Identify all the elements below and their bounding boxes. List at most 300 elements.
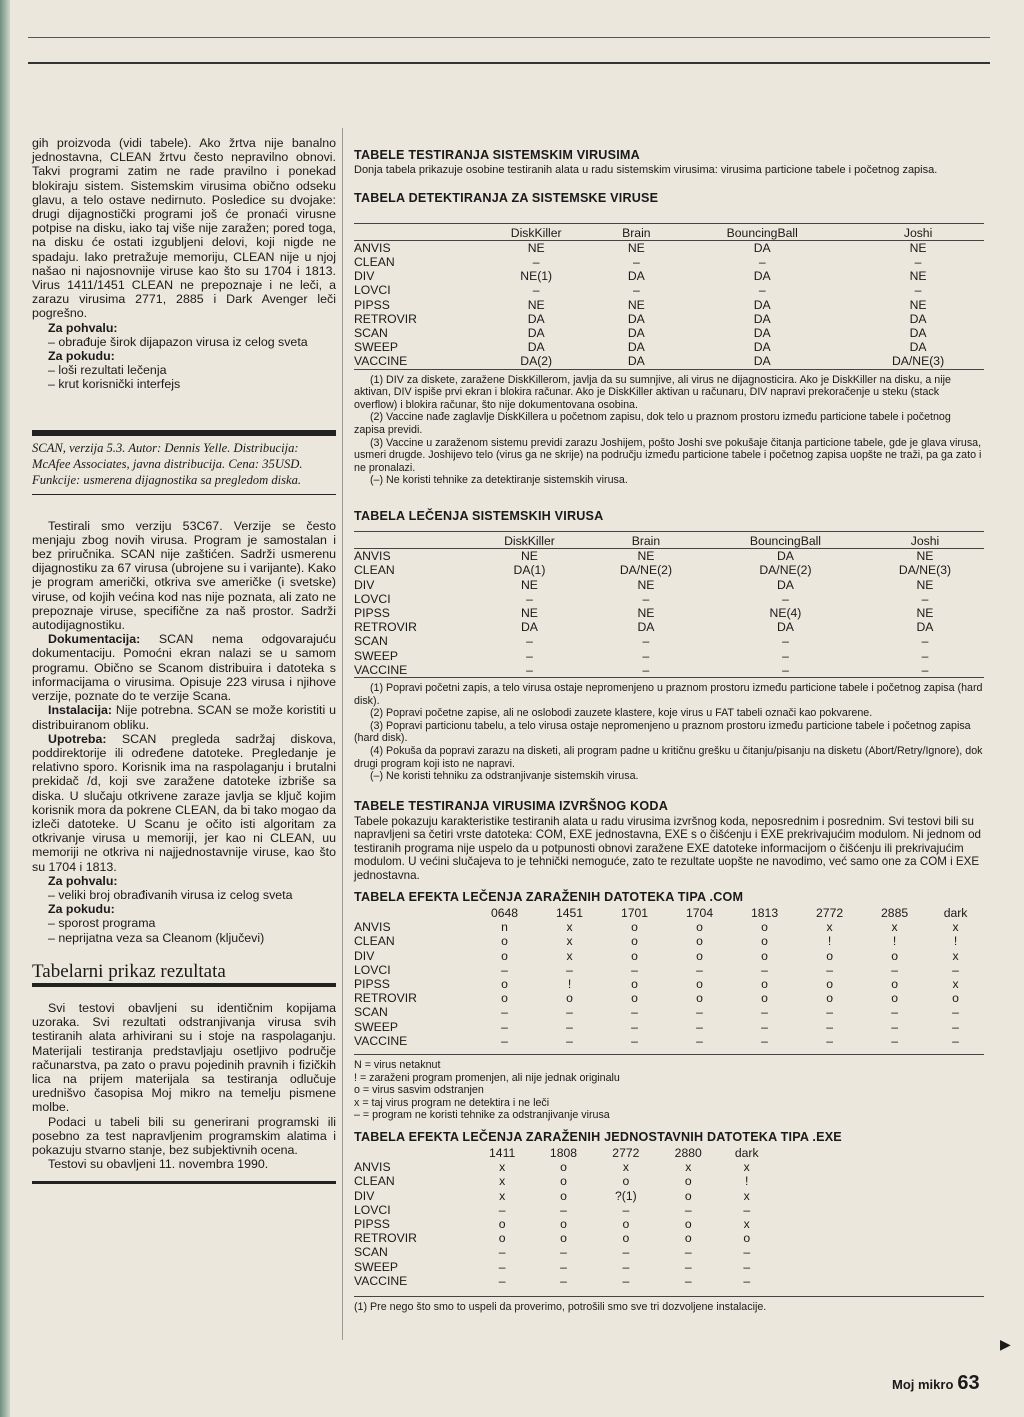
table-row (354, 340, 984, 354)
table-title-com: TABELA EFEKTA LEČENJA ZARAŽENIH DATOTEKA TIPA .COM (354, 890, 744, 904)
table-cell: – (761, 1033, 768, 1048)
table-cell: ! (745, 1174, 749, 1189)
table-row (354, 298, 984, 312)
table-cell: DA (627, 311, 645, 326)
table-cell: o (498, 1217, 506, 1232)
table-cell: – (498, 1202, 506, 1217)
note-line: (1) DIV za diskete, zaražene DiskKillerom, javlja da su sumnjive, ali virus ne dijagnosticira. Ako je DiskKiller na disku, a nije aktivan, DIV ispiše prvi ekran i blokira računar. Ako je DiskKiller aktivan u računaru, DIV napravi prekoračenje u steku (stack overflow) i blokira računar, što nije dokumentovana osobina. (354, 373, 951, 411)
table-cell: o (826, 948, 833, 963)
table-cell: DA/NE(2) (619, 563, 673, 578)
table-row (354, 326, 984, 340)
table-cell: x (499, 1188, 506, 1203)
table-cell: x (743, 1188, 750, 1203)
note-line: N = virus netaknut (354, 1059, 441, 1072)
table-cell: – (743, 1202, 751, 1217)
table-cell: DA(1) (513, 563, 546, 578)
right-column (354, 148, 984, 1314)
table-cell: o (761, 991, 768, 1006)
row-label: SCAN (354, 1245, 388, 1260)
column-header: Joshi (903, 225, 933, 240)
use-text: SCAN pregleda sadržaj diskova, poddirektorije ili određene datoteke. Pregledanje je relativno sporo. Korisnik ima na raspolaganju i brutalni prekidač /d, koji sve zaražene datoteke izbriše sa diska. U slučaju otkrivene zaraze javlja se ključ kojim korisnik mora da pokrene CLEAN, da bi tako mogao da izleči datoteke. U Scanu je očito isti algoritam za otkrivanje virusa u memoriji, jer kao ni CLEAN, uu memoriji ne otkriva ni najjednostavnije viruse, kao što su 1704 i 1813. (32, 731, 336, 874)
row-label: SWEEP (354, 340, 399, 355)
table-cell: x (499, 1174, 506, 1189)
table-cell: – (826, 1005, 833, 1020)
table-cell: o (501, 977, 508, 992)
table-cell: o (560, 1231, 567, 1246)
table-cell: – (696, 1019, 703, 1034)
table-cell: – (532, 283, 540, 298)
table-cell: o (631, 934, 638, 949)
column-header: 1451 (555, 906, 584, 920)
table-row (354, 949, 984, 963)
table-cell: NE(1) (520, 269, 553, 284)
table-cell: – (631, 1033, 638, 1048)
table-cell: DA (909, 311, 927, 326)
table-cell: DA (753, 240, 771, 255)
table-cell: o (826, 977, 833, 992)
con-item: – krut korisnički interfejs (48, 377, 181, 392)
note-line: (3) Popravi particionu tabelu, a telo virusa ostaje nepromenjeno u praznom prostoru između particione tabele i početnog zapisa (hard disk). (354, 719, 971, 745)
con-item: – loši rezultati lečenja (48, 363, 167, 378)
table-cell: DA (753, 269, 771, 284)
top-rule-thick (28, 62, 990, 64)
table-cell: – (498, 1259, 506, 1274)
table-cell: – (743, 1245, 751, 1260)
table-cell: NE (521, 549, 538, 564)
row-label: ANVIS (354, 240, 391, 255)
table-cell: DA (627, 269, 645, 284)
doc-label: Dokumentacija: (48, 632, 141, 647)
column-header: Joshi (910, 533, 940, 548)
table-cell: – (952, 1019, 959, 1034)
table-cell: – (914, 255, 922, 270)
row-label: PIPSS (354, 297, 390, 312)
doc-text: SCAN nema odgovarajuću dokumentaciju. Pomoćni ekran nalazi se u samom programu. Obično se Scanom distribuira i datoteka s informacijama o virusima. Opisuje 223 virusa i njihove verzije, poznate do te verzije Scana. (32, 632, 336, 704)
table-cell: – (526, 591, 533, 606)
note-line: ! = zaraženi program promenjen, ali nije jednak originalu (354, 1071, 620, 1084)
table-cell: x (622, 1160, 629, 1175)
table-cell: NE(4) (769, 606, 802, 620)
column-header: 0648 (490, 906, 519, 920)
table-cleaning (354, 531, 984, 677)
row-label: CLEAN (354, 1174, 395, 1189)
table-cell: – (696, 962, 703, 977)
table-cell: – (758, 255, 766, 270)
paragraph-usage (32, 732, 336, 874)
table-cell: – (743, 1273, 751, 1288)
table-cell: o (696, 991, 703, 1006)
page-number: 63 (957, 1372, 980, 1394)
table-cell: – (642, 662, 650, 677)
table-row (354, 1231, 774, 1245)
table-cell: NE (916, 549, 934, 564)
table-cell: – (684, 1202, 692, 1217)
table-cell: NE (916, 577, 934, 592)
binding-edge (0, 0, 10, 1417)
note-line: x = taj virus program ne detektira i ne leči (354, 1096, 550, 1109)
paragraph-results: Svi testovi obavljeni su identičnim kopijama uzoraka. Svi rezultati odstranjivanja virusa svih testiranih alata arhivirani su i stoje na raspolaganju. Materijali testiranja predstavljaju osetljivo područje računarstva, pa zato o pravu pojedinih pravnih i fizičkih lica na prijem materijala sa testiranja odlučuje urednišvo časopisa Moj mikro na temelju pismene molbe. (32, 1000, 336, 1115)
row-label: ANVIS (354, 549, 391, 564)
table-cell: o (684, 1188, 692, 1203)
table-cell: NE (527, 240, 545, 255)
table-cell: – (501, 1033, 508, 1048)
table-cell: NE (909, 240, 927, 255)
row-label: PIPSS (354, 1217, 390, 1232)
table-cell: o (952, 991, 959, 1006)
table-cell: DA (637, 620, 655, 635)
row-label: SWEEP (354, 1259, 399, 1274)
column-header: Brain (631, 533, 661, 548)
table-cell: – (826, 1033, 833, 1048)
row-label: DIV (354, 1188, 375, 1203)
table-row (354, 663, 984, 677)
table-cell: DA (627, 326, 645, 341)
table-cell: x (952, 920, 959, 935)
note-line: (–) Ne koristi tehniku za odstranjivanje sistemskih virusa. (370, 770, 639, 783)
table-cell: ! (892, 934, 897, 949)
heading-system-viruses: TABELE TESTIRANJA SISTEMSKIM VIRUSIMA (354, 148, 640, 162)
table-cell: o (560, 1188, 567, 1203)
table-cell: x (952, 948, 959, 963)
table-cell: x (566, 948, 573, 963)
pro-label-text: Za pohvalu: (48, 873, 118, 888)
note-line: (3) Vaccine u zaraženom sistemu previdi zarazu Joshijem, pošto Joshi sve pokušaje čitanja particione tabele, gde je glava virusa, usmeri drugde. Joshijevo telo (virus ga ne skrije) na području između particione tabele i početnog zapisa uopšte ne traži, pa ga zato i ne pronalazi. (354, 436, 982, 474)
table-header-row (354, 223, 984, 240)
con-label (32, 349, 336, 363)
table-cell: DA (916, 620, 934, 635)
table-row (354, 255, 984, 269)
continue-arrow-icon: ▶ (1000, 1336, 1011, 1352)
table-cell: – (891, 1019, 898, 1034)
row-label: DIV (354, 269, 375, 284)
table-cell: o (566, 991, 573, 1006)
table-row (354, 1174, 774, 1188)
table-cell: – (526, 662, 533, 677)
row-label: PIPSS (354, 977, 390, 992)
table-cell: o (696, 920, 703, 935)
table-cell: – (952, 962, 959, 977)
table-cell: DA/NE(3) (898, 563, 952, 578)
table-cell: – (891, 1005, 898, 1020)
table-cell: ?(1) (615, 1188, 637, 1203)
table-row (354, 240, 984, 255)
table-cell: – (743, 1259, 751, 1274)
table-cell: DA (776, 620, 794, 635)
table-cell: – (631, 962, 638, 977)
table-cell: DA (527, 311, 545, 326)
table-cell: – (782, 634, 789, 649)
table-cell: o (684, 1174, 692, 1189)
paragraph-data: Podaci u tabeli bili su generirani programski ili posebno za test napravljenim programskim alatima i pokazuju stvarno stanje, bez subjektivnih ocena. (32, 1114, 336, 1157)
table-row (354, 1020, 984, 1034)
table-cell: – (501, 1019, 508, 1034)
table-exe (354, 1144, 774, 1288)
table-cell: o (622, 1231, 630, 1246)
table-cell: – (566, 1019, 573, 1034)
table-cell: – (631, 1019, 638, 1034)
table-cell: DA(2) (520, 354, 553, 369)
pro-label (32, 874, 336, 888)
table-com (354, 904, 984, 1048)
table-cell: o (891, 948, 898, 963)
table-header-row (354, 904, 984, 920)
con-item: – neprijatna veza sa Cleanom (ključevi) (48, 930, 265, 945)
table-cell: – (921, 662, 929, 677)
table-cell: DA (627, 354, 645, 369)
table-cell: – (921, 648, 929, 663)
table-detection (354, 223, 984, 369)
table-cell: – (761, 1005, 768, 1020)
table-cell: – (826, 1019, 833, 1034)
row-label: ANVIS (354, 920, 391, 935)
table-cell: n (501, 920, 508, 935)
table-row (354, 1160, 774, 1174)
table-cell: NE (521, 577, 538, 592)
table-cell: ! (827, 934, 832, 949)
legend-com (354, 1054, 984, 1122)
column-header: 2772 (612, 1146, 640, 1160)
table-cell: – (642, 591, 650, 606)
table-header-row (354, 1144, 774, 1160)
table-cell: – (826, 962, 833, 977)
table-title-detection: TABELA DETEKTIRANJA ZA SISTEMSKE VIRUSE (354, 190, 659, 205)
table-cell: – (684, 1259, 692, 1274)
paragraph-clean-review: gih proizvoda (vidi tabele). Ako žrtva nije banalno jednostavna, CLEAN žrtvu često nepravilno obnovi. Takvi programi zatim ne rade pravilno i ponekad blokiraju sistem. Sistemskim virusima obično odseku glavu, a telo ostave nedirnuto. Posledice su dvojake: drugi dijagnostički programi još će pronaći virusne potpise na disku, iako taj više nije zaražen; pored toga, na disku će ostati izgubljeni delovi, koji nigde ne spadaju. Iako pretražuje memoriju, CLEAN nije u njoj našao ni najosnovnije viruse kao što su 1704 i 1813. Virus 1411/1451 CLEAN ne prepoznaje i ne leči, a zarazu virusima 2771, 2885 i Dark Avenger leči pogrešno. (32, 136, 336, 321)
row-label: LOVCI (354, 962, 391, 977)
table-cell: NE (527, 297, 545, 312)
use-label: Upotreba: (48, 731, 107, 746)
table-cell: NE (627, 240, 645, 255)
column-header: 2772 (816, 906, 844, 920)
table-cell: o (696, 934, 703, 949)
row-label: SWEEP (354, 1019, 399, 1034)
table-row (354, 578, 984, 592)
row-label: CLEAN (354, 255, 395, 270)
notes-cleaning (354, 677, 984, 783)
note-line: (1) Popravi početni zapis, a telo virusa ostaje nepromenjeno u praznom prostoru između particione tabele i početnog zapisa (hard disk). (354, 682, 983, 707)
table-cell: – (761, 1019, 768, 1034)
column-header: BouncingBall (749, 533, 822, 548)
table-row (354, 354, 984, 368)
table-cell: DA (909, 340, 927, 355)
row-label: RETROVIR (354, 620, 417, 635)
table-cell: – (631, 1005, 638, 1020)
table-cell: – (566, 962, 573, 977)
note-line: o = virus sasvim odstranjen (354, 1084, 484, 1097)
table-cell: o (622, 1217, 630, 1232)
table-cell: DA (753, 311, 771, 326)
table-cell: NE (909, 269, 927, 284)
table-cell: DA (527, 326, 545, 341)
inst-label: Instalacija: (48, 703, 113, 718)
table-row (354, 1274, 774, 1288)
row-label: RETROVIR (354, 1231, 417, 1246)
pro-item: – veliki broj obrađivanih virusa iz celog sveta (48, 887, 293, 902)
table-cell: o (891, 991, 898, 1006)
table-cell: – (566, 1005, 573, 1020)
table-cell: – (782, 591, 789, 606)
pro-label-text: Za pohvalu: (48, 320, 118, 335)
table-cell: – (622, 1259, 630, 1274)
table-cell: DA (753, 297, 771, 312)
column-header: dark (734, 1146, 759, 1160)
paragraph-date: Testovi su obavljeni 11. novembra 1990. (48, 1157, 269, 1172)
con-label-text: Za pokudu: (48, 902, 115, 917)
table-cell: – (696, 1033, 703, 1048)
row-label: VACCINE (354, 662, 408, 677)
table-cell: DA (753, 340, 771, 355)
table-cell: o (498, 1231, 506, 1246)
table-cell: x (566, 934, 573, 949)
column-header: 1808 (549, 1146, 578, 1160)
column-header: BouncingBall (726, 225, 798, 240)
table-cell: – (891, 962, 898, 977)
table-row (354, 563, 984, 577)
table-cell: – (501, 962, 508, 977)
section-heading: Tabelarni prikaz rezultata (32, 965, 336, 987)
table-cell: o (631, 977, 638, 992)
table-cell: x (743, 1217, 750, 1232)
table-cell: – (622, 1273, 630, 1288)
table-cell: – (622, 1202, 630, 1217)
column-header: DiskKiller (510, 225, 562, 240)
column-header: 1701 (620, 906, 649, 920)
table-cell: NE (909, 297, 927, 312)
table-cell: o (684, 1217, 692, 1232)
heading-executable-viruses: TABELE TESTIRANJA VIRUSIMA IZVRŠNOG KODA (354, 798, 668, 813)
table-cell: – (921, 591, 929, 606)
table-cell: DA (627, 340, 645, 355)
table-cell: NE (637, 606, 655, 620)
table-cell: ! (567, 977, 572, 992)
row-label: VACCINE (354, 1273, 408, 1288)
table-cell: NE (637, 577, 655, 592)
top-rule (28, 37, 990, 38)
row-label: SCAN (354, 634, 388, 649)
table-row (354, 283, 984, 297)
table-cell: o (761, 934, 768, 949)
table-cell: o (761, 977, 768, 992)
notes-detection (354, 369, 984, 487)
table-row (354, 1034, 984, 1048)
column-separator (342, 128, 343, 1340)
table-row (354, 269, 984, 283)
table-cell: NE (627, 297, 645, 312)
table-cell: o (631, 920, 638, 935)
table-row (354, 920, 984, 934)
table-row (354, 549, 984, 564)
scan-info-box: SCAN, verzija 5.3. Autor: Dennis Yelle. Distribucija: McAfee Associates, javna distribucija. Cena: 35USD. Funkcije: usmerena dijagnostika sa pregledom diska. (32, 430, 336, 495)
row-label: RETROVIR (354, 991, 417, 1006)
left-column (32, 136, 336, 1184)
table-cell: o (560, 1174, 567, 1189)
table-cell: o (761, 948, 768, 963)
table-cell: o (560, 1160, 567, 1175)
intro-executable-viruses: Tabele pokazuju karakteristike testiranih alata u radu virusima izvršnog koda, neposrednim i posrednim. Svi testovi bili su napravljeni sa četiri vrste datoteka: COM, EXE jednostavna, EXE s o čišćenju i EXE prekrivajućim modulom. Ni jednom od testiranih programa nije uspelo da u potpunosti obnovi zaražene EXE datoteke informacijom o čišćenju ili prekrivajućim modulom. U većini slučajeva to je tehnički nemoguće, zato te rezultate uopšte ne navodimo, već samo one za COM i EXE jednostavna. (354, 814, 981, 882)
table-row (354, 634, 984, 648)
table-cell: o (684, 1231, 692, 1246)
paragraph-installation (32, 703, 336, 731)
table-cell: – (758, 283, 766, 298)
column-header: 1411 (489, 1146, 516, 1160)
row-label: LOVCI (354, 591, 391, 606)
table-cell: – (891, 1033, 898, 1048)
table-cell: o (622, 1174, 630, 1189)
table-cell: o (560, 1217, 567, 1232)
row-label: DIV (354, 948, 375, 963)
row-label: LOVCI (354, 1202, 391, 1217)
table-cell: x (891, 920, 898, 935)
note-line: – = program ne koristi tehnike za odstranjivanje virusa (354, 1109, 610, 1122)
table-cell: – (696, 1005, 703, 1020)
row-label: ANVIS (354, 1160, 391, 1175)
note-line: (2) Vaccine nađe zaglavlje DiskKillera u početnom zapisu, dok telo u praznom prostoru između particione tabele i početnog zapisa previdi. (354, 411, 951, 437)
table-cell: x (685, 1160, 692, 1175)
row-label: VACCINE (354, 1033, 408, 1048)
table-cell: – (560, 1245, 567, 1260)
table-title-cleaning: TABELA LEČENJA SISTEMSKIH VIRUSA (354, 508, 604, 523)
table-cell: – (498, 1245, 506, 1260)
column-header: DiskKiller (504, 533, 555, 548)
column-header: dark (943, 906, 968, 920)
row-label: SWEEP (354, 648, 399, 663)
table-cell: DA (753, 354, 771, 369)
note-line: (4) Pokuša da popravi zarazu na disketi, ali program padne u kritičnu grešku u čitanju/pisanju na disketu (Abort/Retry/Ignore), dok drugi program koji isto ne napravi. (354, 744, 983, 770)
note-exe (354, 1296, 984, 1314)
table-row (354, 963, 984, 977)
table-cell: o (696, 948, 703, 963)
table-cell: x (743, 1160, 750, 1175)
table-cell: – (498, 1273, 506, 1288)
table-cell: NE (521, 606, 538, 620)
row-label: LOVCI (354, 283, 391, 298)
table-cell: – (526, 648, 533, 663)
table-cell: – (632, 255, 640, 270)
magazine-name: Moj mikro (892, 1377, 954, 1392)
table-cell: – (566, 1033, 573, 1048)
note-text: (1) Pre nego što smo to uspeli da proverimo, potrošili smo sve tri dozvoljene instalacije. (354, 1301, 767, 1314)
table-cell: o (696, 977, 703, 992)
table-row (354, 1189, 774, 1203)
row-label: CLEAN (354, 563, 395, 578)
table-cell: o (501, 948, 508, 963)
table-cell: ! (953, 934, 958, 949)
table-cell: NE (916, 606, 934, 620)
inst-text: Nije potrebna. SCAN se može koristiti u distribuiranom obliku. (32, 703, 336, 732)
table-row (354, 649, 984, 663)
row-label: SCAN (354, 1005, 388, 1020)
paragraph-documentation (32, 632, 336, 703)
table-cell: DA (776, 577, 794, 592)
table-row (354, 1217, 774, 1231)
column-header: 1813 (751, 906, 779, 920)
table-title-exe: TABELA EFEKTA LEČENJA ZARAŽENIH JEDNOSTAVNIH DATOTEKA TIPA .EXE (354, 1130, 842, 1144)
table-cell: – (952, 1005, 959, 1020)
table-cell: – (782, 648, 789, 663)
table-cell: – (914, 283, 922, 298)
bottom-rule (32, 1181, 336, 1184)
table-cell: – (782, 662, 789, 677)
table-cell: – (684, 1273, 692, 1288)
table-row (354, 1203, 774, 1217)
table-cell: DA/NE(2) (759, 563, 812, 578)
table-row (354, 620, 984, 634)
column-header: 2885 (881, 906, 909, 920)
table-cell: DA (521, 620, 538, 635)
table-row (354, 312, 984, 326)
table-cell: – (642, 648, 650, 663)
con-item: – sporost programa (48, 916, 156, 931)
